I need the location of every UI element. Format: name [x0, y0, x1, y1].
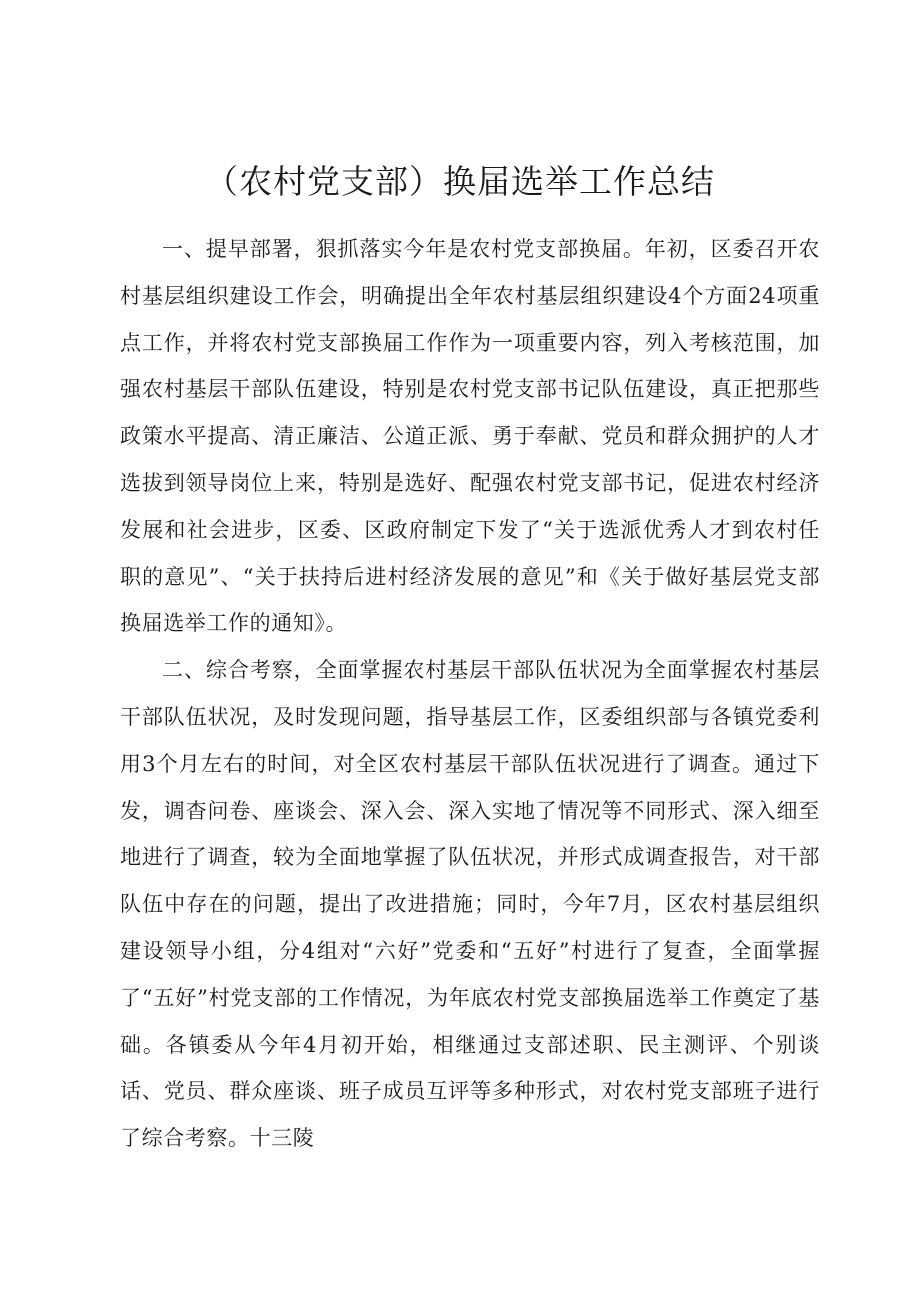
document-body [120, 226, 820, 1162]
paragraph-inspection: 二、综合考察，全面掌握农村基层干部队伍状况为全面掌握农村基层干部队伍状况，及时发现问题，指导基层工作，区委组织部与各镇党委利用3个月左右的时间，对全区农村基层干部队伍状况进行了调查。通过下发，调杳问卷、座谈会、深入会、深入实地了情况等不同形式、深入细至地进行了调查，较为全面地掌握了队伍状况，并形式成调查报告，对干部队伍中存在的问题，提出了改进措施；同时，今年7月，区农村基层组织建设领导小组，分4组对“六好”党委和“五好”村进行了复查，全面掌握了“五好”村党支部的工作情况，为年底农村党支部换届选举工作奠定了基础。各镇委从今年4月初开始，相继通过支部述职、民主测评、个别谈话、党员、群众座谈、班子成员互评等多种形式，对农村党支部班子进行了综合考察。十三陵 [120, 658, 820, 1151]
document-title: （农村党支部）换届选举工作总结 [205, 162, 715, 201]
paragraph-deployment: 一、提早部署，狠抓落实今年是农村党支部换届。年初，区委召开农村基层组织建设工作会，明确提出全年农村基层组织建设4个方面24项重点工作，并将农村党支部换届工作作为一项重要内容，列入考核范围，加强农村基层干部队伍建设，特别是农村党支部书记队伍建设，真正把那些政策水平提高、清正廉洁、公道正派、勇于奉献、党员和群众拥护的人才选拔到领导岗位上来，特别是选好、配强农村党支部书记，促进农村经济发展和社会进步，区委、区政府制定下发了“关于选派优秀人才到农村任职的意见”、“关于扶持后进村经济发展的意见”和《关于做好基层党支部换届选举工作的通知》。 [120, 237, 820, 636]
